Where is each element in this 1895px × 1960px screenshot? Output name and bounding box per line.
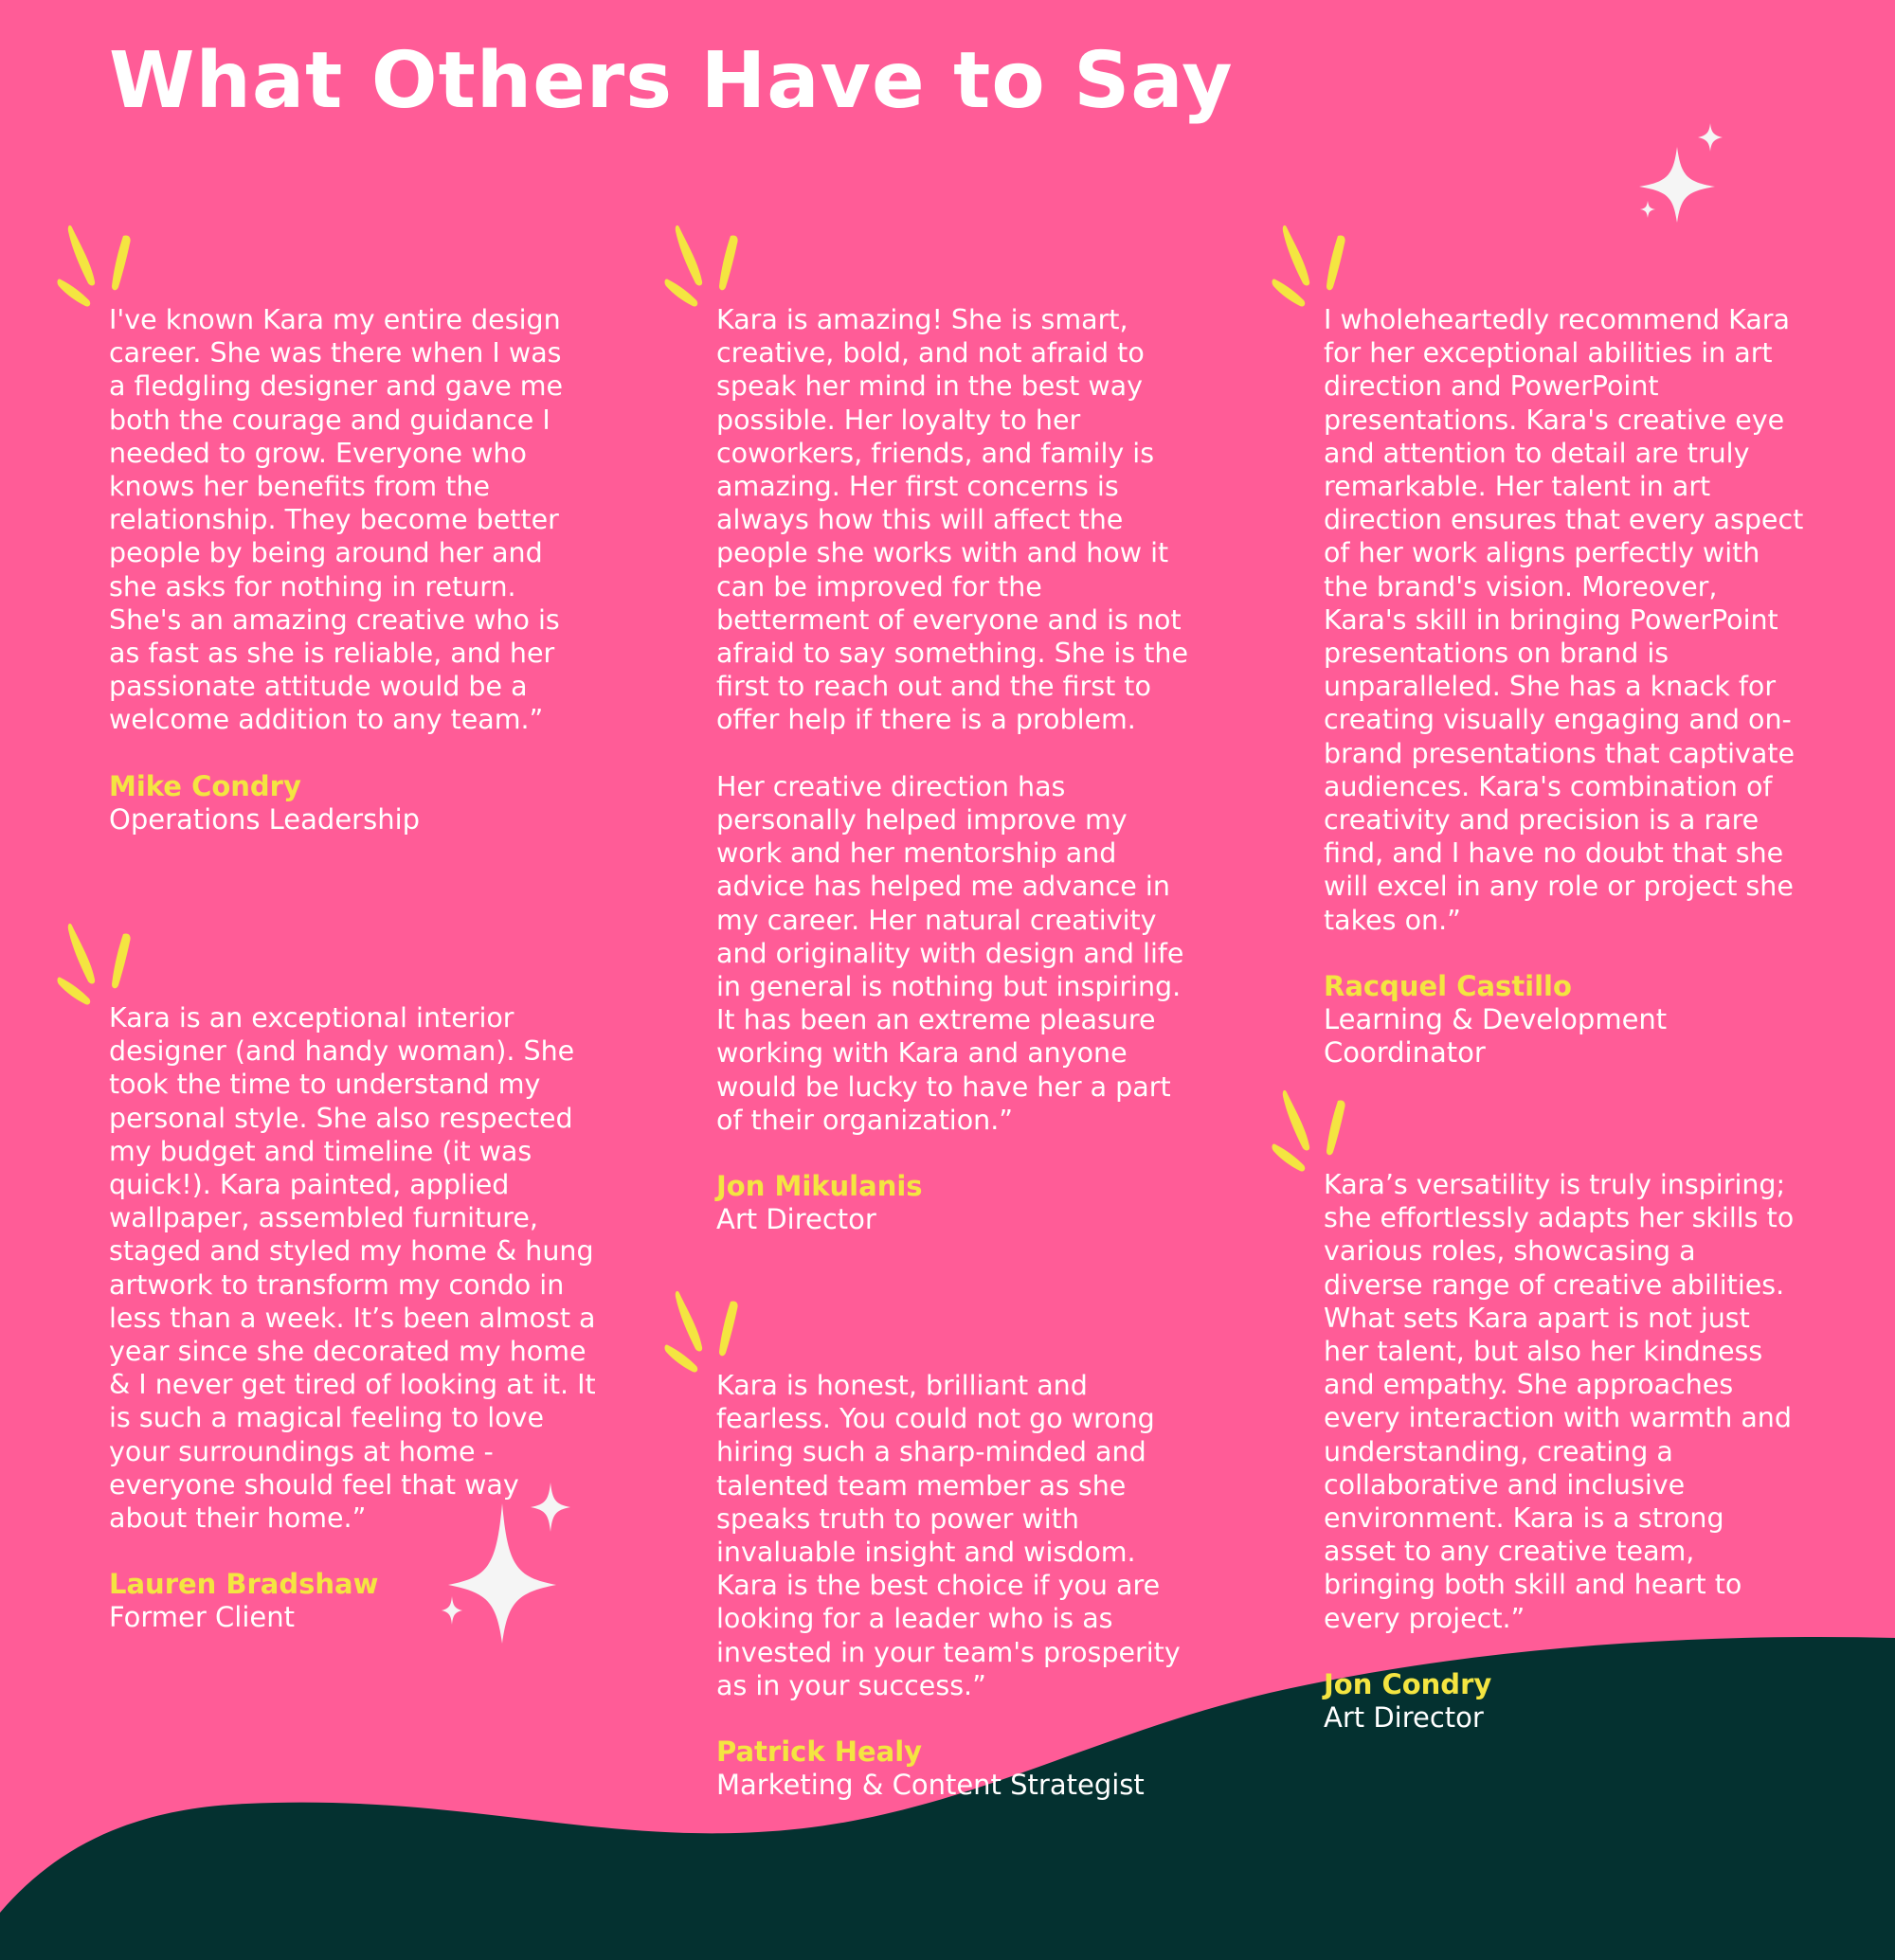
burst-icon bbox=[57, 921, 142, 1011]
burst-icon bbox=[664, 223, 749, 313]
testimonial-author-role: Learning & Development Coordinator bbox=[1324, 1003, 1668, 1070]
testimonial-card bbox=[716, 303, 1204, 1236]
testimonial-card bbox=[109, 1001, 597, 1635]
testimonial-quote: Kara is honest, brilliant and fearless. You could not go wrong hiring such a sharp-minded and talented team member as she speaks truth to power with invaluable insight and wisdom. Kara is the best choice if you are looking for a leader who is as invested in your team's prosperity as in your success.” bbox=[716, 1370, 1181, 1701]
sparkle-icon-top-right bbox=[1634, 123, 1729, 223]
testimonial-author-role: Former Client bbox=[109, 1601, 295, 1634]
testimonial-author-role: Marketing & Content Strategist bbox=[716, 1769, 1145, 1802]
testimonial-quote: I've known Kara my entire design career. She was there when I was a fledgling designer and gave me both the courage and guidance I needed to grow. Everyone who knows her benefits from the relationship. They become better people by being around her and she asks for nothing in return. She's an amazing creative who is as fast as she is reliable, and her passionate attitude would be a welcome addition to any team.” bbox=[109, 304, 564, 736]
testimonial-author-name: Mike Condry bbox=[109, 769, 301, 802]
testimonial-author-name: Jon Condry bbox=[1324, 1667, 1492, 1700]
testimonial-quote: I wholeheartedly recommend Kara for her exceptional abilities in art direction and PowerPoint presentations. Kara's creative eye and attention to detail are truly remarkable. Her talent in art direction ensures that every aspect of her work aligns perfectly with the brand's vision. Moreover, Kara's skill in bringing PowerPoint presentations on brand is unparalleled. She has a knack for creating visually engaging and on- brand presentations that captivate audiences. Kara's combination of creativity and precision is a rare find, and I have no doubt that she will excel in any role or project she takes on.” bbox=[1324, 304, 1804, 936]
testimonial-quote: Kara is amazing! She is smart, creative, bold, and not afraid to speak her mind in the best way possible. Her loyalty to her coworkers, friends, and family is amazing. Her first concerns is always how this will affect the people she works with and how it can be improved for the betterment of everyone and is not afraid to say something. She is the first to reach out and the first to offer help if there is a problem. Her creative direction has personally helped improve my work and her mentorship and advice has helped me advance in my career. Her natural creativity and originality with design and life in general is nothing but inspiring. It has been an extreme pleasure working with Kara and anyone would be lucky to have her a part of their organization.” bbox=[716, 304, 1189, 1136]
testimonial-author-role: Art Director bbox=[1324, 1701, 1484, 1735]
testimonial-author-name: Patrick Healy bbox=[716, 1735, 923, 1769]
testimonial-card bbox=[1324, 303, 1812, 1070]
page-title: What Others Have to Say bbox=[109, 36, 1234, 126]
testimonial-card bbox=[1324, 1168, 1812, 1735]
testimonial-author-role: Art Director bbox=[716, 1203, 876, 1236]
testimonial-card bbox=[109, 303, 597, 836]
burst-icon bbox=[57, 223, 142, 313]
testimonial-quote: Kara is an exceptional interior designer (and handy woman). She took the time to understand my personal style. She also respected my budget and timeline (it was quick!). Kara painted, applied wallpaper, assembled furniture, staged and styled my home & hung artwork to transform my condo in less than a week. It’s been almost a year since she decorated my home & I never get tired of looking at it. It is such a magical feeling to love your surroundings at home - everyone should feel that way about their home.” bbox=[109, 1002, 596, 1535]
testimonial-author-name: Lauren Bradshaw bbox=[109, 1568, 379, 1601]
burst-icon bbox=[664, 1288, 749, 1378]
testimonial-quote: Kara’s versatility is truly inspiring; she effortlessly adapts her skills to various roles, showcasing a diverse range of creative abilities. What sets Kara apart is not just her talent, but also her kindness and empathy. She approaches every interaction with warmth and understanding, creating a collaborative and inclusive environment. Kara is a strong asset to any creative team, bringing both skill and heart to every project.” bbox=[1324, 1169, 1795, 1634]
burst-icon bbox=[1272, 223, 1357, 313]
testimonial-author-name: Jon Mikulanis bbox=[716, 1170, 923, 1203]
testimonial-author-role: Operations Leadership bbox=[109, 802, 421, 836]
testimonial-card bbox=[716, 1369, 1204, 1802]
burst-icon bbox=[1272, 1088, 1357, 1178]
testimonial-author-name: Racquel Castillo bbox=[1324, 969, 1572, 1002]
